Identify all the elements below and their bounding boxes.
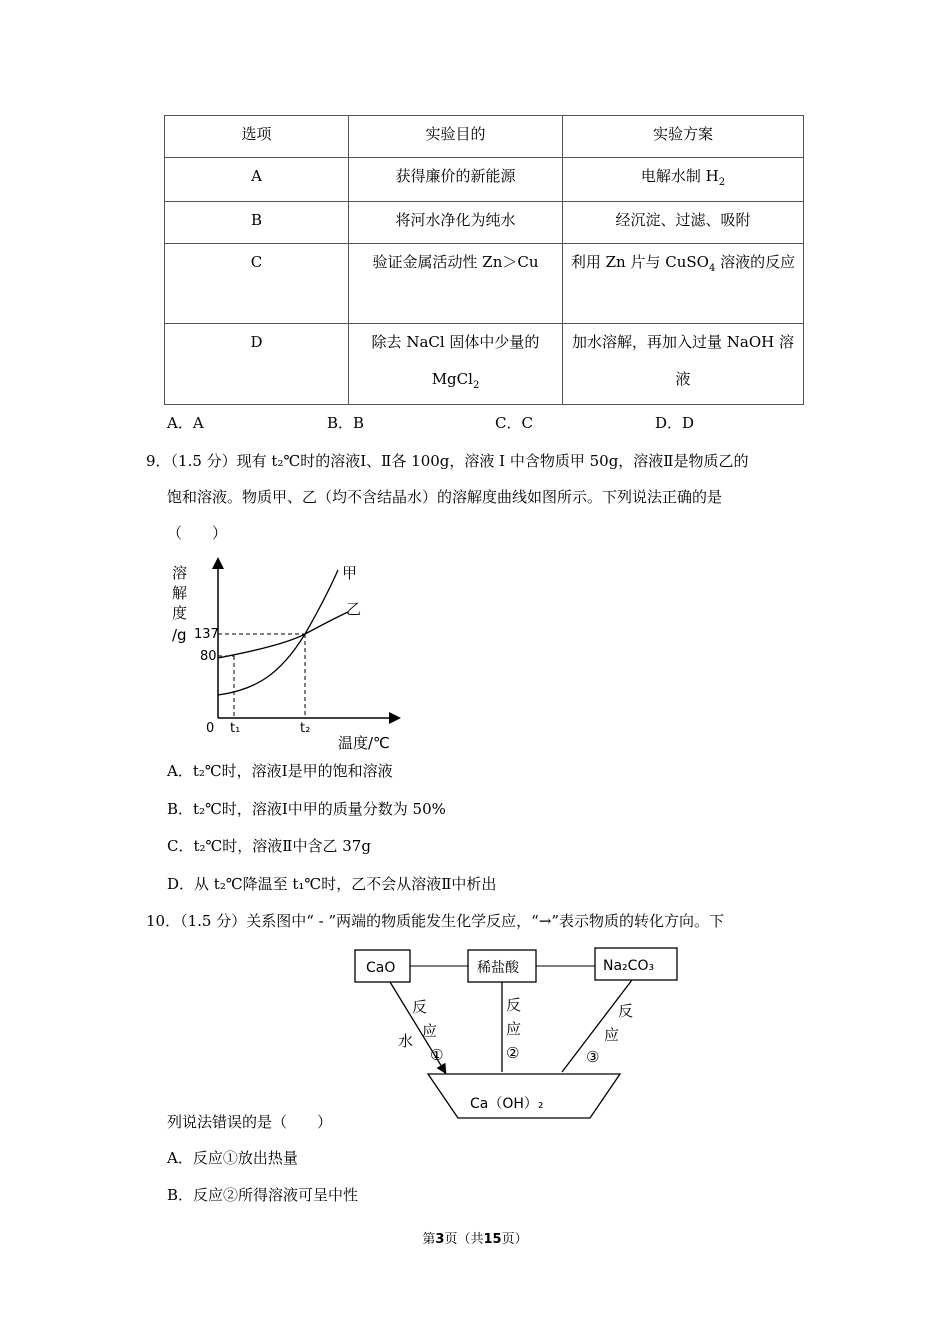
ylabel-1: 溶 (172, 564, 188, 582)
cell-purpose: 将河水净化为纯水 (349, 202, 563, 244)
reaction-diagram (340, 940, 700, 1130)
footer-total-pages: 15 (483, 1232, 502, 1247)
table-row (165, 244, 804, 324)
r3-char-2: 应 (604, 1026, 620, 1044)
cao-label: CaO (366, 960, 396, 976)
q8-option-b: B．B (327, 414, 365, 432)
r1-char-1: 反 (412, 998, 428, 1016)
q8-option-a: A．A (167, 414, 204, 432)
q9-stem-line3: （ ） (167, 524, 228, 542)
ylabel-3: 度 (172, 604, 188, 622)
footer-page-number: 3 (435, 1232, 445, 1247)
table-header-row (165, 116, 804, 158)
q9-stem-line2: 饱和溶液。物质甲、乙（均不含结晶水）的溶解度曲线如图所示。下列说法正确的是 (167, 488, 723, 506)
water-label: 水 (398, 1032, 414, 1050)
tick-80: 80 (200, 649, 217, 664)
q10-stem-line2: 列说法错误的是（ ） (167, 1113, 333, 1131)
q9-option-c: C．t₂℃时，溶液Ⅱ中含乙 37g (167, 837, 371, 855)
caoh2-label: Ca（OH）₂ (470, 1096, 544, 1112)
r1-char-3: ① (430, 1046, 444, 1064)
q10-option-a: A．反应①放出热量 (167, 1149, 298, 1167)
q10-stem-line1: 10．（1.5 分）关系图中“ - ”两端的物质能发生化学反应，“→”表示物质的转化方向。下 (146, 912, 725, 930)
origin-label: 0 (206, 721, 215, 736)
xlabel: 温度/℃ (338, 734, 390, 750)
cell-plan: 电解水制 $H_2$ (563, 158, 804, 202)
curve-b-label: 乙 (346, 600, 362, 618)
curve-b-line (218, 612, 348, 658)
q9-option-a: A．t₂℃时，溶液Ⅰ是甲的饱和溶液 (167, 762, 393, 780)
cell-plan: 利用 Zn 片与 CuSO$_4$ 溶液的反应 (563, 244, 804, 324)
q9-option-b: B．t₂℃时，溶液Ⅰ中甲的质量分数为 50% (167, 800, 446, 818)
r3-char-1: 反 (618, 1002, 634, 1020)
cell-purpose: 获得廉价的新能源 (349, 158, 563, 202)
table-row (165, 324, 804, 405)
ylabel-2: 解 (172, 584, 188, 602)
t2-label: t₂ (300, 721, 311, 736)
table-row (165, 158, 804, 202)
na2co3-label: Na₂CO₃ (603, 958, 655, 974)
r3-char-3: ③ (586, 1048, 600, 1066)
cell-option: A (165, 158, 349, 202)
header-plan: 实验方案 (563, 116, 804, 158)
r2-char-2: 应 (506, 1020, 522, 1038)
footer-prefix: 第 (422, 1232, 436, 1247)
experiment-table (164, 115, 804, 405)
q9-stem-line1: 9．（1.5 分）现有 t₂℃时的溶液Ⅰ、Ⅱ各 100g，溶液 Ⅰ 中含物质甲 50g，溶液Ⅱ是物质乙的 (146, 452, 749, 470)
header-option: 选项 (165, 116, 349, 158)
cell-option: D (165, 324, 349, 405)
cell-plan: 经沉淀、过滤、吸附 (563, 202, 804, 244)
r2-char-3: ② (506, 1044, 520, 1062)
curve-a-label: 甲 (342, 564, 358, 582)
hcl-label: 稀盐酸 (477, 960, 519, 976)
footer-mid: 页（共 (444, 1232, 484, 1247)
cell-option: C (165, 244, 349, 324)
solubility-graph (160, 550, 420, 750)
r1-char-2: 应 (422, 1022, 438, 1040)
footer-suffix: 页） (501, 1232, 528, 1247)
r2-char-1: 反 (506, 996, 522, 1014)
tick-137: 137 (194, 627, 219, 642)
curve-a-line (218, 570, 338, 695)
table-row (165, 202, 804, 244)
cell-option: B (165, 202, 349, 244)
ylabel-4: /g (172, 626, 187, 644)
q8-option-d: D．D (655, 414, 695, 432)
q10-option-b: B．反应②所得溶液可呈中性 (167, 1186, 359, 1204)
header-purpose: 实验目的 (349, 116, 563, 158)
q9-option-d: D．从 t₂℃降温至 t₁℃时，乙不会从溶液Ⅱ中析出 (167, 875, 497, 893)
page-footer (0, 1228, 950, 1247)
cell-purpose: 除去 NaCl 固体中少量的 MgCl$_2$ (349, 324, 563, 405)
cell-purpose: 验证金属活动性 Zn＞Cu (349, 244, 563, 324)
q8-option-c: C．C (495, 414, 533, 432)
t1-label: t₁ (230, 721, 241, 736)
cell-plan: 加水溶解，再加入过量 NaOH 溶液 (563, 324, 804, 405)
